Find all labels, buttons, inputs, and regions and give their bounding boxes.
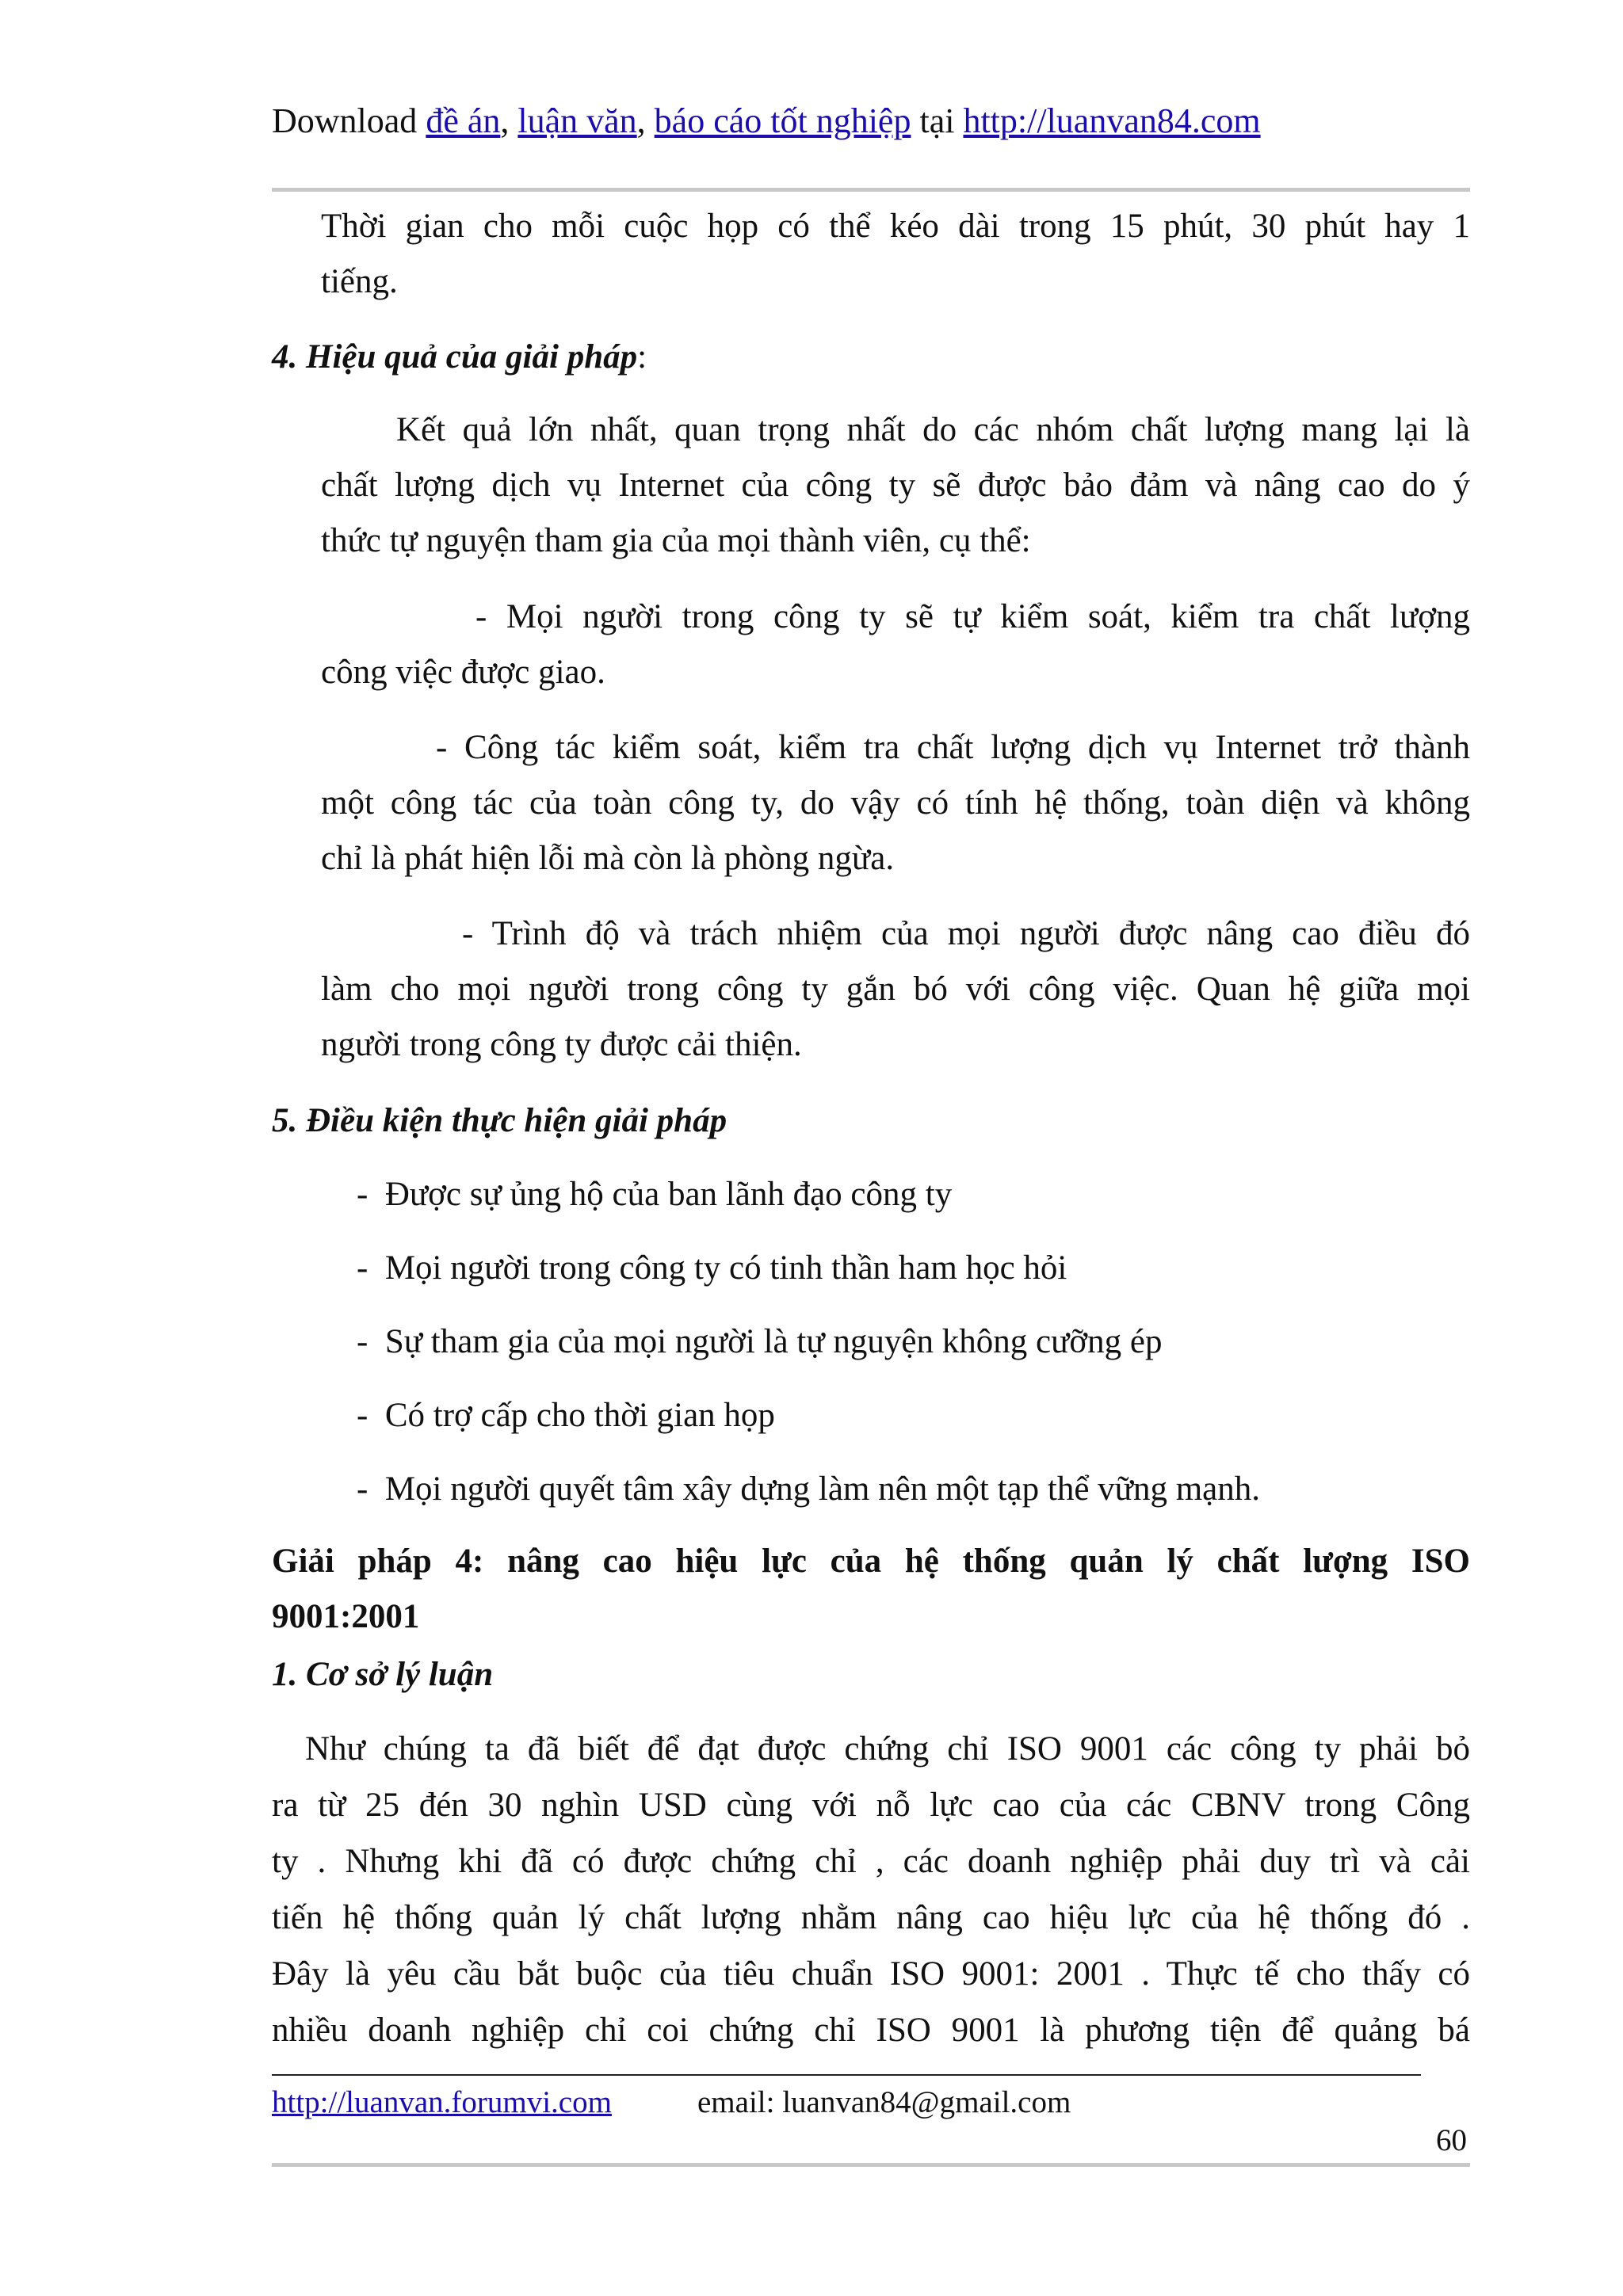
paragraph-line: tiến hệ thống quản lý chất lượng nhằm nâng cao hiệu lực của hệ thống đó . xyxy=(272,1899,1470,1936)
condition-list xyxy=(357,1469,1260,1510)
bullet-line: công việc được giao. xyxy=(321,654,605,691)
list-item: Được sự ủng hộ của ban lãnh đạo công ty xyxy=(384,1176,953,1213)
header-sep: , xyxy=(636,101,646,140)
header-mid: tại xyxy=(919,101,955,140)
bullet-line: - Trình độ và trách nhiệm của mọi người được nâng cao điều đó xyxy=(462,915,1470,952)
paragraph-line: Kết quả lớn nhất, quan trọng nhất do các nhóm chất lượng mang lại là xyxy=(396,411,1470,448)
header-prefix: Download xyxy=(272,101,418,140)
header-link-bao-cao[interactable]: báo cáo tốt nghiệp xyxy=(654,101,911,140)
dash: - xyxy=(357,1323,369,1360)
dash: - xyxy=(357,1176,369,1213)
header-rule xyxy=(272,188,1470,192)
condition-list xyxy=(357,1248,1067,1289)
list-item: Có trợ cấp cho thời gian họp xyxy=(384,1397,775,1434)
header-link-site[interactable]: http://luanvan84.com xyxy=(963,101,1261,140)
section-heading-1: 1. Cơ sở lý luận xyxy=(272,1656,494,1693)
paragraph-line: nhiều doanh nghiệp chỉ coi chứng chỉ ISO 9001 là phương tiện để quảng bá xyxy=(272,2012,1470,2049)
paragraph-line: Đây là yêu cầu bắt buộc của tiêu chuẩn ISO 9001: 2001 . Thực tế cho thấy có xyxy=(272,1955,1470,1993)
section-heading-5: 5. Điều kiện thực hiện giải pháp xyxy=(272,1102,727,1139)
condition-list xyxy=(357,1174,952,1215)
solution-heading: 9001:2001 xyxy=(272,1598,420,1635)
section-heading-4: 4. Hiệu quả của giải pháp: xyxy=(272,338,647,376)
header-link-luan-van[interactable]: luận văn xyxy=(517,101,637,140)
paragraph-line: Như chúng ta đã biết để đạt được chứng chỉ ISO 9001 các công ty phải bỏ xyxy=(305,1730,1470,1768)
bullet-line: - Mọi người trong công ty sẽ tự kiểm soát, kiểm tra chất lượng xyxy=(475,598,1470,635)
footer-bottom-rule xyxy=(272,2163,1470,2167)
paragraph-line: ty . Nhưng khi đã có được chứng chỉ , các doanh nghiệp phải duy trì và cải xyxy=(272,1843,1470,1880)
paragraph-line: Thời gian cho mỗi cuộc họp có thể kéo dài trong 15 phút, 30 phút hay 1 xyxy=(321,208,1470,245)
footer-rule xyxy=(272,2074,1421,2076)
list-item: Sự tham gia của mọi người là tự nguyện không cưỡng ép xyxy=(384,1323,1163,1360)
header-link-de-an[interactable]: đề án xyxy=(426,101,501,140)
paragraph-line: tiếng. xyxy=(321,263,398,300)
dash: - xyxy=(357,1397,369,1434)
bullet-line: làm cho mọi người trong công ty gắn bó với công việc. Quan hệ giữa mọi xyxy=(321,971,1470,1008)
condition-list xyxy=(357,1395,775,1436)
footer-line xyxy=(272,2084,612,2122)
condition-list xyxy=(357,1322,1162,1363)
list-item: Mọi người quyết tâm xây dựng làm nên một tạp thể vững mạnh. xyxy=(384,1470,1261,1508)
footer-email: email: luanvan84@gmail.com xyxy=(697,2085,1071,2119)
paragraph-line: chất lượng dịch vụ Internet của công ty sẽ được bảo đảm và nâng cao do ý xyxy=(321,467,1470,504)
dash: - xyxy=(357,1470,369,1508)
list-item: Mọi người trong công ty có tinh thần ham học hỏi xyxy=(384,1249,1067,1287)
page-number: 60 xyxy=(1436,2123,1467,2157)
dash: - xyxy=(357,1249,369,1287)
bullet-line: người trong công ty được cải thiện. xyxy=(321,1026,802,1063)
header-line xyxy=(272,101,1261,142)
bullet-line: một công tác của toàn công ty, do vậy có tính hệ thống, toàn diện và không xyxy=(321,784,1470,822)
paragraph-line: ra từ 25 đén 30 nghìn USD cùng với nỗ lực cao của các CBNV trong Công xyxy=(272,1787,1470,1824)
solution-heading: Giải pháp 4: nâng cao hiệu lực của hệ thống quản lý chất lượng ISO xyxy=(272,1543,1470,1580)
paragraph-line: thức tự nguyện tham gia của mọi thành viên, cụ thể: xyxy=(321,522,1031,559)
header-sep: , xyxy=(500,101,510,140)
bullet-line: - Công tác kiểm soát, kiểm tra chất lượng dịch vụ Internet trở thành xyxy=(436,729,1470,766)
bullet-line: chỉ là phát hiện lỗi mà còn là phòng ngừa. xyxy=(321,840,895,877)
footer-link-forum[interactable]: http://luanvan.forumvi.com xyxy=(272,2085,612,2119)
